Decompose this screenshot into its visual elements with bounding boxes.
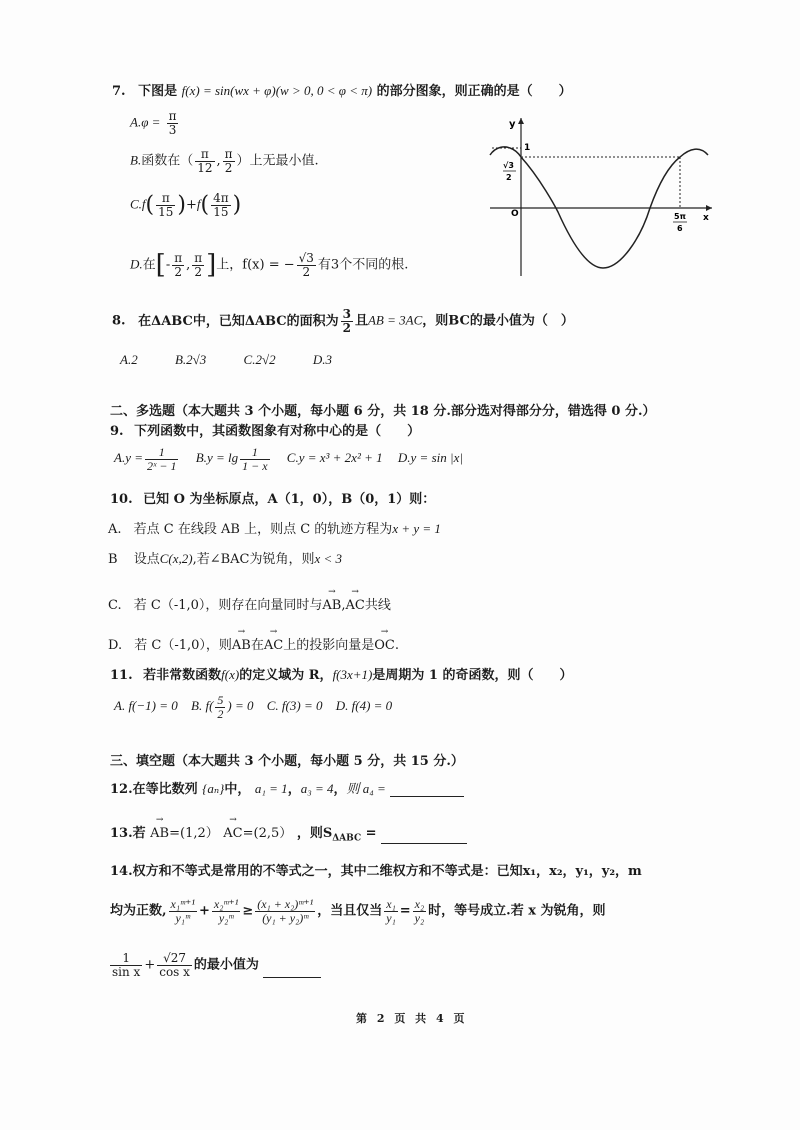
q10-option-c	[108, 594, 391, 613]
q7-function: f(x) = sin(wx + φ)(w > 0, 0 < φ < π)	[181, 83, 373, 98]
frac-num: √3	[298, 250, 314, 265]
frac-den: y₁	[386, 910, 396, 925]
frac-den: y₂ᵐ	[218, 910, 234, 925]
option-label: B.	[195, 450, 207, 466]
q9-number: 9.	[110, 424, 124, 439]
q11-option-b: B. f(	[191, 698, 214, 714]
frac-num: x₁ᵐ⁺¹	[170, 897, 195, 911]
option-text: y =	[125, 450, 143, 466]
q10-stem	[110, 488, 435, 507]
option-text: y = x³ + 2x² + 1	[298, 450, 383, 466]
plus-sign: +	[144, 957, 156, 973]
q10-option-a	[108, 518, 441, 537]
option-label: C.	[286, 450, 299, 466]
frac-num: x₂	[414, 897, 425, 911]
func-name: f	[196, 196, 201, 212]
frac-num: 4π	[213, 191, 229, 205]
q7-stem-post: 的部分图象，则正确的是（ ）	[376, 84, 572, 99]
frac-den: y₂	[414, 910, 425, 925]
frac-num: 5	[217, 693, 224, 707]
q11-option-d: D. f(4) = 0	[335, 698, 393, 714]
option-label: A.	[108, 522, 122, 537]
q9-stem	[110, 420, 420, 439]
option-text: 在	[250, 638, 264, 653]
period: .	[394, 638, 399, 653]
option-text: 若点 C 在线段 AB 上，则点 C 的轨迹方程为	[133, 522, 393, 537]
q11-option-b-post: ) = 0	[227, 698, 254, 714]
q7-option-a	[130, 110, 180, 136]
q8-options	[120, 352, 332, 368]
plus-sign: +	[198, 903, 210, 919]
option-text: 上的投影向量是	[283, 638, 375, 653]
q10-option-b	[108, 548, 342, 567]
q7-stem-pre: 下图是	[138, 84, 178, 99]
option-text: 若 C（-1,0），则	[134, 638, 232, 653]
option-text: ,若∠BAC为锐角，则	[192, 552, 315, 567]
option-text: y = lg	[206, 450, 239, 466]
vector-ac: → AC	[223, 826, 242, 841]
frac-num: (x₁ + x₂)ᵐ⁺¹	[257, 897, 314, 911]
frac-num: 1	[240, 446, 269, 460]
frac-den: 2	[342, 320, 351, 335]
q11-stem-pre: 若非常数函数	[143, 668, 222, 683]
frac-num: π	[156, 192, 175, 206]
frac-den: 15	[213, 204, 229, 219]
q12-stem-mid: 中，	[224, 782, 251, 797]
graph-tick-sqrt3-num: √3	[503, 161, 514, 170]
q7-sine-graph	[480, 110, 720, 280]
eq-sign: =	[399, 903, 411, 919]
q13-eq: =	[361, 826, 377, 841]
frac-den: 2	[302, 264, 311, 279]
q12-a1: a₁ = 1	[254, 781, 288, 796]
frac-num: π	[168, 109, 177, 123]
q12-number: 12.	[110, 782, 133, 797]
frac-den: 2	[224, 160, 233, 175]
q8-option-b: B.2√3	[174, 352, 207, 367]
q12-sequence: {aₙ}	[202, 781, 225, 796]
option-text: φ =	[141, 114, 161, 130]
option-label: D.	[108, 638, 123, 653]
vector-ab: → AB	[232, 638, 251, 653]
frac-num: π	[195, 148, 214, 162]
graph-x-label: x	[703, 213, 709, 223]
q7-option-d: D.在[- $\frac{\pi}{2}$ , $\frac{\pi}{2}$ ]上，f(x) = − $\frac{√3}{2}$ 有3个不同的根.	[130, 250, 409, 280]
q8-stem-post: ，则BC的最小值为（ ）	[422, 313, 574, 329]
q14-line1	[110, 860, 642, 879]
q7-stem	[112, 80, 572, 99]
vector-ac: → AC	[346, 598, 365, 613]
q8-option-c: C.2√2	[243, 352, 276, 367]
q11-stem-post: 是周期为 1 的奇函数，则（ ）	[372, 668, 573, 683]
q8-option-a: A.2	[120, 352, 138, 367]
option-text: 上，f(x) = −	[216, 257, 295, 273]
q7-option-b: B.函数在（ $\frac{\pi}{12}$ , $\frac{\pi}{2}$ ）上无最小值.	[130, 147, 319, 175]
frac-num: 1	[110, 952, 142, 966]
q14-answer-blank[interactable]	[263, 977, 321, 978]
q14-line1-text: 权方和不等式是常用的不等式之一，其中二维权方和不等式是：已知x₁，x₂，y₁，y₂，m	[132, 864, 642, 879]
plus-sign: +	[186, 197, 197, 213]
section-3-title: 三、填空题（本大题共 3 个小题，每小题 5 分，共 15 分.）	[110, 754, 464, 769]
graph-y-label: y	[509, 119, 516, 130]
q12-answer-blank[interactable]	[390, 796, 464, 797]
graph-tick-1: 1	[524, 143, 531, 153]
func-name: f	[141, 196, 146, 212]
page-footer: 第 2 页 共 4 页	[356, 1012, 468, 1025]
vector-ab: → AB	[150, 826, 169, 841]
graph-tick-5pi-den: 6	[677, 224, 683, 233]
q13-ac-value: =(2,5）	[242, 826, 293, 841]
frac-den: 2	[174, 264, 182, 279]
option-text: 若 C（-1,0），则存在向量同时与	[133, 598, 323, 613]
frac-num: π	[174, 250, 183, 265]
frac-den: 15	[158, 204, 174, 219]
option-label: C.	[130, 196, 142, 212]
q12-a3: a₃ = 4	[300, 781, 334, 796]
frac-num: x₁	[386, 897, 396, 911]
q10-stem-text: 已知 O 为坐标原点，A（1，0），B（0，1）则：	[143, 492, 436, 507]
q12-ask: 则 a₄ =	[346, 781, 386, 796]
vector-ac: → AC	[264, 638, 283, 653]
q8-option-d: D.3	[312, 352, 332, 367]
q9-stem-text: 下列函数中，其函数图象有对称中心的是（ ）	[134, 424, 421, 439]
q13-subscript: ΔABC	[332, 833, 362, 844]
option-label: D.	[397, 450, 411, 466]
q14-line2	[110, 898, 606, 924]
option-text: ）上无最小值.	[236, 153, 319, 169]
q9-options	[114, 446, 463, 472]
frac-den: 2	[194, 264, 203, 279]
frac-den: cos x	[159, 964, 190, 979]
q14-cond-post: 时，等号成立.若 x 为锐角，则	[428, 903, 606, 919]
option-equation: x < 3	[314, 551, 343, 566]
frac-num: 3	[342, 307, 351, 321]
q11-option-a: A. f(−1) = 0	[114, 698, 178, 714]
frac-den: y₁ᵐ	[175, 910, 190, 925]
q14-cond-pre: ，当且仅当	[317, 903, 383, 919]
frac-num: 1	[145, 446, 178, 460]
option-text: 共线	[364, 598, 391, 613]
frac-den: (y₁ + y₂)ᵐ	[262, 910, 309, 925]
q8-stem-mid: 且	[354, 313, 368, 329]
q7-option-c: C.f( $\frac{\pi}{15}$ )+f( $\frac{4\pi}{15}$ )	[130, 191, 242, 219]
frac-den: 2ˣ − 1	[147, 458, 177, 473]
section-2-title: 二、多选题（本大题共 3 个小题，每小题 6 分，共 18 分.部分选对得部分分，错选得 0 分.）	[110, 404, 656, 419]
option-label: B.	[130, 152, 142, 168]
option-text: 设点	[133, 552, 160, 567]
q11-option-c: C. f(3) = 0	[266, 698, 323, 714]
graph-origin: O	[511, 209, 519, 219]
q14-line2-pre: 均为正数,	[110, 903, 167, 919]
q12-stem: 12.在等比数列 {aₙ}中， a₁ = 1，a₃ = 4，则 a₄ =	[110, 778, 464, 797]
option-label: C.	[108, 598, 122, 613]
option-text: 在	[142, 257, 156, 273]
q13-pre: 若	[132, 826, 146, 841]
frac-num: π	[194, 250, 203, 265]
option-label: A.	[130, 114, 142, 130]
graph-tick-sqrt3-den: 2	[506, 173, 512, 182]
q8-condition: AB = 3AC	[367, 312, 423, 328]
q10-number: 10.	[110, 492, 133, 507]
q13-answer-blank[interactable]	[381, 843, 467, 844]
q11-func: f(x)	[221, 667, 240, 682]
option-text: y = sin |x|	[410, 450, 463, 466]
q7-number: 7.	[112, 84, 126, 99]
q8-stem	[112, 308, 574, 334]
option-text: 函数在（	[141, 153, 194, 169]
q11-options	[114, 694, 392, 720]
option-label: B	[108, 552, 118, 567]
frac-den: sin x	[112, 964, 141, 979]
ge-sign: ≥	[242, 903, 254, 919]
q8-number: 8.	[112, 313, 126, 329]
q11-stem-mid: 的定义域为 R，	[239, 668, 333, 683]
q11-composite: f(3x+1)	[332, 667, 373, 682]
option-text: 有3个不同的根.	[317, 257, 409, 273]
option-label: A.	[114, 450, 126, 466]
frac-den: 12	[197, 160, 213, 175]
q13-ab-value: =(1,2）	[169, 826, 219, 841]
q14-line3	[108, 952, 321, 978]
q12-stem-pre: 在等比数列	[132, 782, 198, 797]
frac-num: π	[224, 147, 233, 161]
frac-den: 3	[168, 122, 177, 137]
q13-ask: ，则S	[296, 826, 333, 841]
q8-stem-pre: 在ΔABC中，已知ΔABC的面积为	[138, 313, 339, 329]
option-point: C(x,2)	[159, 551, 193, 566]
frac-num: √27	[157, 952, 192, 966]
q14-number: 14.	[110, 864, 133, 879]
graph-tick-5pi-num: 5π	[674, 212, 686, 221]
option-equation: x + y = 1	[392, 521, 441, 536]
q13-number: 13.	[110, 826, 133, 841]
q14-line3-post: 的最小值为	[193, 957, 259, 973]
vector-oc: → OC	[374, 638, 395, 653]
q11-stem	[110, 664, 572, 683]
frac-den: 1 − x	[242, 458, 268, 473]
frac-num: x₂ᵐ⁺¹	[213, 897, 239, 911]
vector-ab: → AB	[322, 598, 341, 613]
q13-stem	[110, 822, 467, 844]
frac-den: 2	[217, 706, 224, 721]
option-label: D.	[130, 256, 143, 272]
q11-number: 11.	[110, 668, 133, 683]
q10-option-d	[108, 634, 399, 653]
separator: ,	[341, 598, 346, 613]
